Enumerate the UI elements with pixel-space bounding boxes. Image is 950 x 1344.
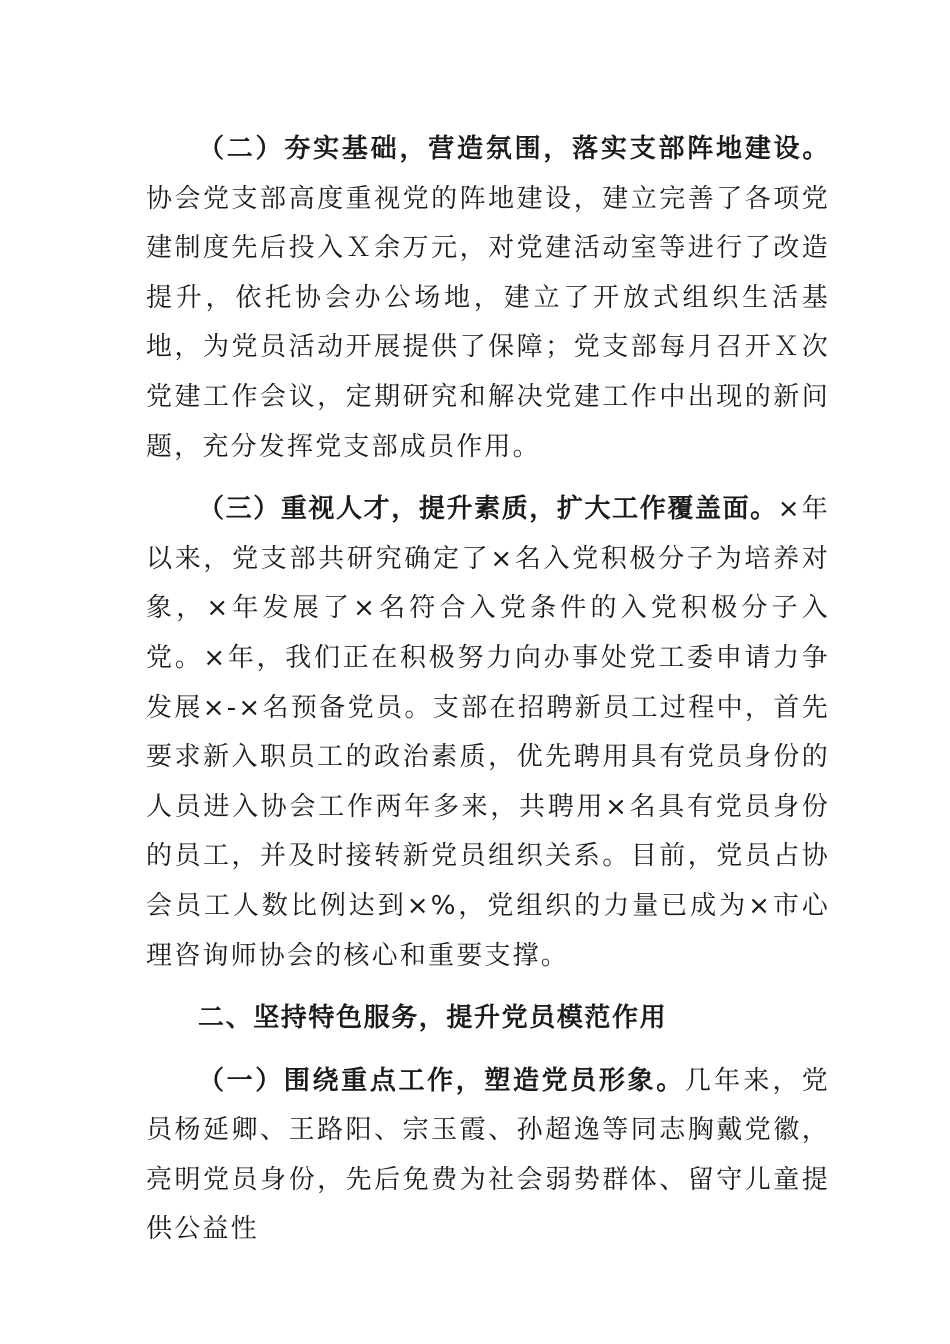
paragraph-talent: [146, 485, 830, 981]
paragraph-key-work: [146, 1057, 830, 1255]
paragraph-lead: （一）围绕重点工作，塑造党员形象。: [198, 1065, 685, 1096]
paragraph-foundation-building: [146, 125, 830, 472]
paragraph-body: 协会党支部高度重视党的阵地建设，建立完善了各项党建制度先后投入Ｘ余万元，对党建活动室等进行了改造提升，依托协会办公场地，建立了开放式组织生活基地，为党员活动开展提供了保障；党支部每月召开Ｘ次党建工作会议，定期研究和解决党建工作中出现的新问题，充分发挥党支部成员作用。: [146, 183, 830, 462]
paragraph-lead: （三）重视人才，提升素质，扩大工作覆盖面。: [198, 494, 778, 525]
paragraph-body: ×年以来，党支部共研究确定了×名入党积极分子为培养对象，×年发展了×名符合入党条件的入党积极分子入党。×年，我们正在积极努力向办事处党工委申请力争发展×-×名预备党员。支部在招聘新员工过程中，首先要求新入职员工的政治素质，优先聘用具有党员身份的人员进入协会工作两年多来，共聘用×名具有党员身份的员工，并及时接转新党员组织关系。目前，党员占协会员工人数比例达到×%，党组织的力量已成为×市心理咨询师协会的核心和重要支撑。: [146, 494, 830, 971]
paragraph-body: 几年来，党员杨延卿、王路阳、宗玉霞、孙超逸等同志胸戴党徽，亮明党员身份，先后免费为社会弱势群体、留守儿童提供公益性: [146, 1065, 830, 1245]
section-heading: 二、坚持特色服务，提升党员模范作用: [198, 1003, 668, 1034]
paragraph-lead: （二）夯实基础，营造氛围，落实支部阵地建设。: [198, 134, 830, 164]
